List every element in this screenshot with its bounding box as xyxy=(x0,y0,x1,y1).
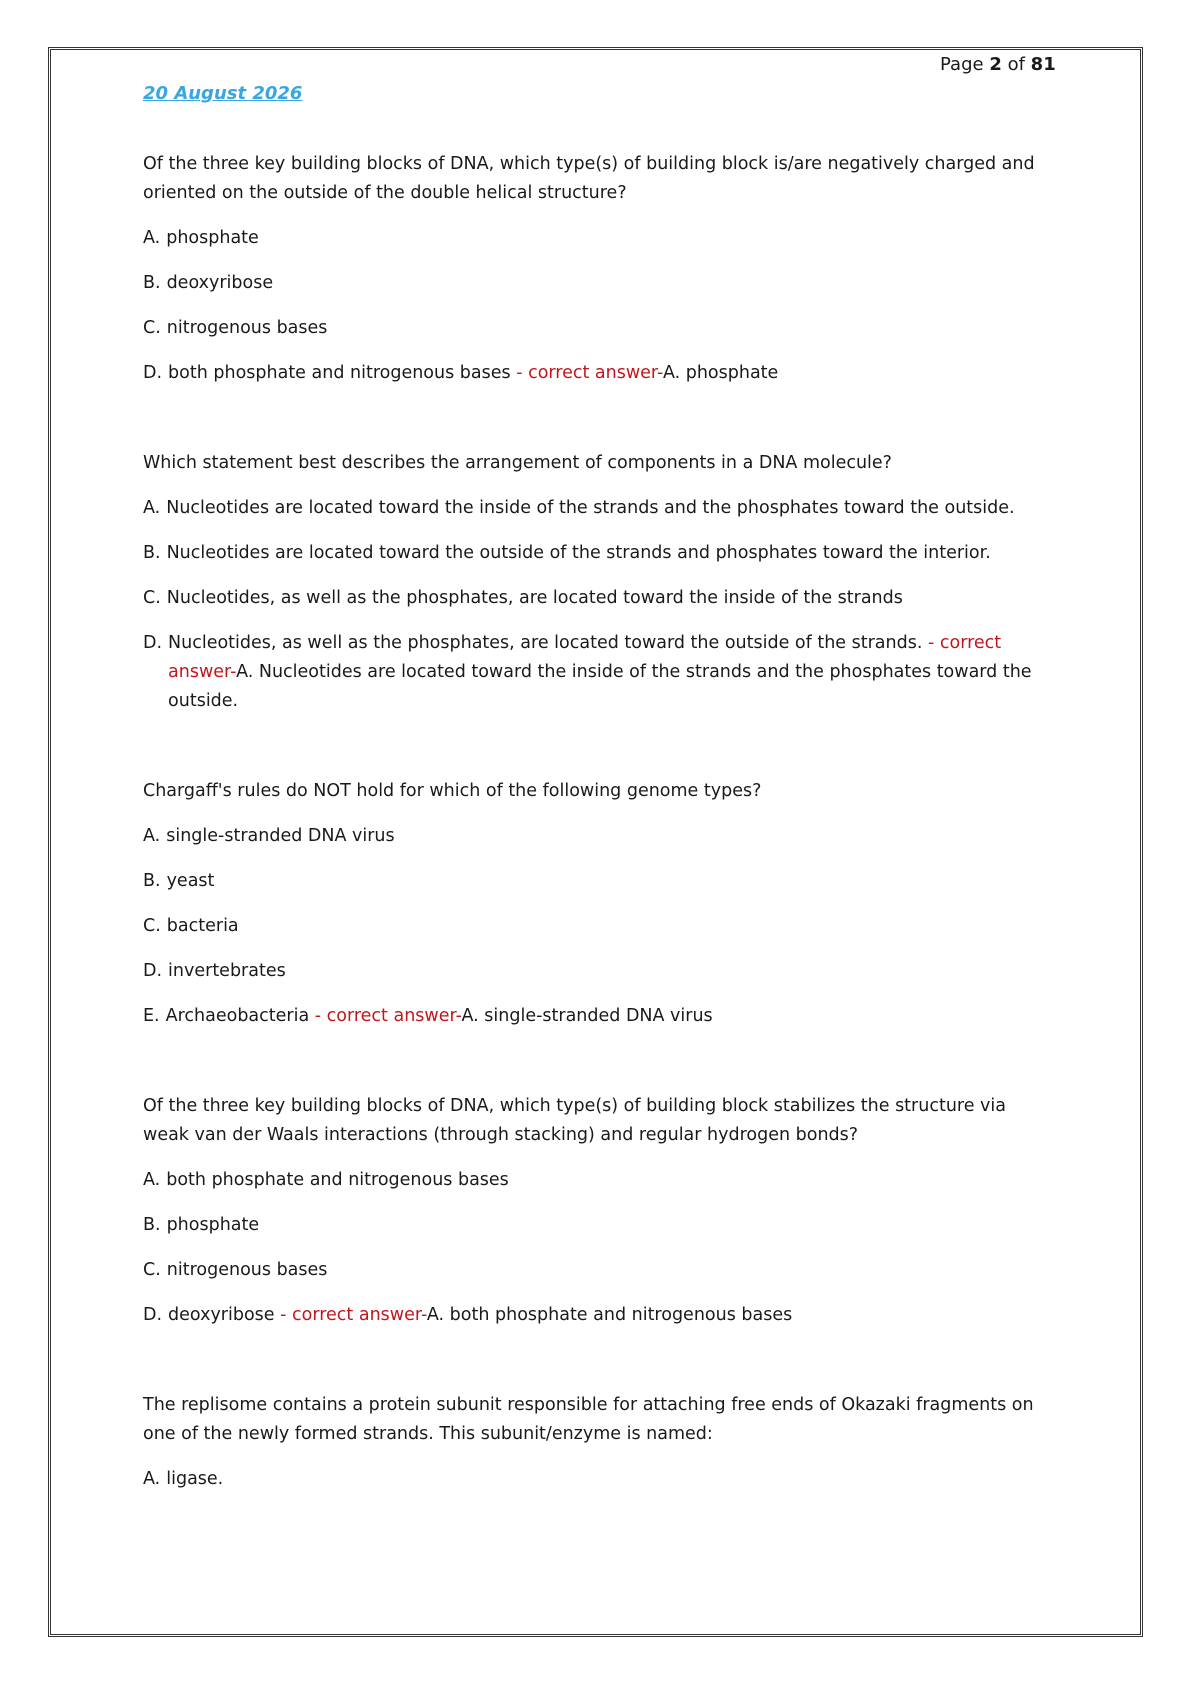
question-text: Of the three key building blocks of DNA, which type(s) of building block is/are negatively charged and oriented on the outside of the double helical structure? xyxy=(143,154,1035,203)
option-letter: C. xyxy=(143,318,161,338)
option-text: bacteria xyxy=(166,916,239,936)
page-of: of xyxy=(1007,54,1025,75)
question-block xyxy=(143,777,1043,1031)
correct-answer-text: A. single-stranded DNA virus xyxy=(461,1006,713,1026)
question-block xyxy=(143,1391,1043,1494)
option-text: Nucleotides are located toward the outside of the strands and phosphates toward the interior. xyxy=(166,543,991,563)
option-item xyxy=(143,314,1043,343)
option-letter: B. xyxy=(143,273,161,293)
option-letter: E. xyxy=(143,1006,160,1026)
question-block xyxy=(143,449,1043,716)
option-item xyxy=(143,629,1043,716)
option-item xyxy=(143,867,1043,896)
correct-answer-marker: - correct answer- xyxy=(168,633,1002,682)
option-text: yeast xyxy=(166,871,215,891)
option-item xyxy=(143,584,1043,613)
option-item xyxy=(143,1211,1043,1240)
correct-answer-text: A. Nucleotides are located toward the inside of the strands and the phosphates toward the outside. xyxy=(168,662,1032,711)
option-item xyxy=(143,1256,1043,1285)
correct-answer-marker: - correct answer- xyxy=(280,1305,427,1325)
option-body: Nucleotides, as well as the phosphates, are located toward the outside of the strands. xyxy=(168,633,923,653)
document-date: 20 August 2026 xyxy=(143,83,303,104)
option-item xyxy=(143,822,1043,851)
option-text: deoxyribose xyxy=(166,273,274,293)
page-prefix: Page xyxy=(940,54,984,75)
page-number xyxy=(940,52,1056,78)
option-letter: A. xyxy=(143,498,161,518)
option-item xyxy=(143,1301,1043,1330)
correct-answer-text: A. phosphate xyxy=(662,363,779,383)
correct-answer-text: A. both phosphate and nitrogenous bases xyxy=(426,1305,793,1325)
option-letter: B. xyxy=(143,871,161,891)
option-text: Nucleotides are located toward the inside of the strands and the phosphates toward the outside. xyxy=(166,498,1015,518)
question-text: The replisome contains a protein subunit responsible for attaching free ends of Okazaki fragments on one of the newly formed strands. This subunit/enzyme is named: xyxy=(143,1395,1034,1444)
question-text: Which statement best describes the arrangement of components in a DNA molecule? xyxy=(143,453,892,473)
question-text: Chargaff's rules do NOT hold for which of the following genome types? xyxy=(143,781,762,801)
option-text xyxy=(168,1301,1043,1330)
question-block xyxy=(143,150,1043,388)
option-letter: B. xyxy=(143,1215,161,1235)
page-total: 81 xyxy=(1030,54,1056,75)
option-text: both phosphate and nitrogenous bases xyxy=(166,1170,509,1190)
question-list xyxy=(143,150,1043,1555)
option-letter: D. xyxy=(143,961,163,981)
option-letter: D. xyxy=(143,633,163,653)
option-text xyxy=(168,359,1043,388)
option-letter: D. xyxy=(143,363,163,383)
option-body: deoxyribose xyxy=(168,1305,275,1325)
option-text: phosphate xyxy=(166,1215,260,1235)
option-item xyxy=(143,269,1043,298)
question-text: Of the three key building blocks of DNA, which type(s) of building block stabilizes the structure via weak van der Waals interactions (through stacking) and regular hydrogen bonds? xyxy=(143,1096,1006,1145)
option-item xyxy=(143,539,1043,568)
option-item xyxy=(143,1465,1043,1494)
option-letter: A. xyxy=(143,1170,161,1190)
option-letter: C. xyxy=(143,916,161,936)
option-letter: D. xyxy=(143,1305,163,1325)
option-item xyxy=(143,1166,1043,1195)
option-item xyxy=(143,1002,1043,1031)
correct-answer-marker: - correct answer- xyxy=(516,363,663,383)
option-letter: A. xyxy=(143,826,161,846)
option-item xyxy=(143,224,1043,253)
option-text xyxy=(166,1002,1043,1031)
option-item xyxy=(143,359,1043,388)
option-item xyxy=(143,957,1043,986)
option-letter: B. xyxy=(143,543,161,563)
option-text: single-stranded DNA virus xyxy=(166,826,395,846)
option-item xyxy=(143,912,1043,941)
option-letter: A. xyxy=(143,1469,161,1489)
option-letter: C. xyxy=(143,588,161,608)
option-body: Archaeobacteria xyxy=(165,1006,310,1026)
page-current: 2 xyxy=(989,54,1002,75)
option-text xyxy=(168,629,1043,716)
correct-answer-marker: - correct answer- xyxy=(314,1006,462,1026)
option-text: nitrogenous bases xyxy=(166,318,328,338)
option-text: phosphate xyxy=(166,228,259,248)
option-body: both phosphate and nitrogenous bases xyxy=(168,363,511,383)
option-text: nitrogenous bases xyxy=(166,1260,328,1280)
option-letter: A. xyxy=(143,228,161,248)
option-item xyxy=(143,494,1043,523)
question-block xyxy=(143,1092,1043,1330)
option-text: ligase. xyxy=(166,1469,224,1489)
option-letter: C. xyxy=(143,1260,161,1280)
option-text: Nucleotides, as well as the phosphates, are located toward the inside of the strands xyxy=(166,588,903,608)
option-text: invertebrates xyxy=(168,961,286,981)
